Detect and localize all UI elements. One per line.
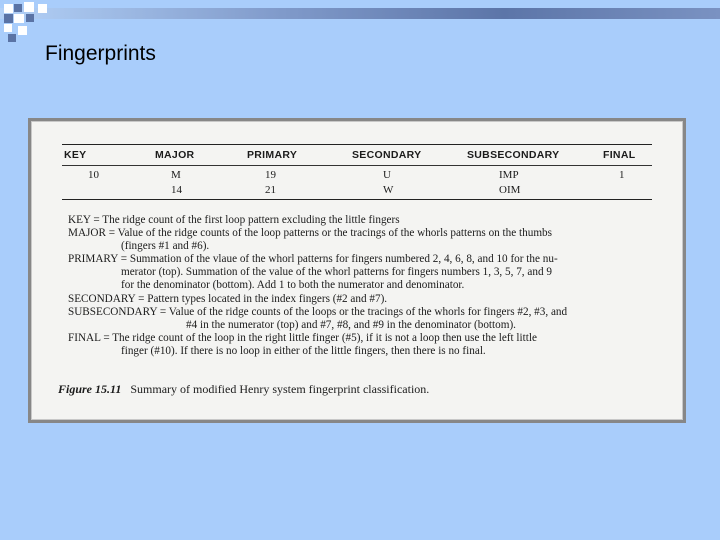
- definitions-list: [68, 214, 678, 358]
- cell-primary: 21: [265, 184, 276, 196]
- definition-major-cont: (fingers #1 and #6).: [121, 240, 210, 253]
- cell-secondary: U: [383, 169, 391, 181]
- cell-subsecondary: OIM: [499, 184, 521, 196]
- decor-square: [38, 4, 47, 13]
- header-primary: PRIMARY: [247, 149, 298, 161]
- definition-final-cont: finger (#10). If there is no loop in either of the little fingers, then there is no final.: [121, 344, 486, 357]
- definition-key: KEY = The ridge count of the first loop pattern excluding the little fingers: [68, 214, 400, 226]
- decor-square: [8, 34, 16, 42]
- decor-square: [4, 4, 13, 13]
- cell-subsecondary: IMP: [499, 169, 519, 181]
- header-final: FINAL: [603, 149, 636, 161]
- decor-square: [14, 4, 22, 12]
- table-header-row: [62, 145, 652, 166]
- cell-key: 10: [88, 169, 99, 181]
- title-bar-stripe: [0, 8, 720, 19]
- cell-major: M: [171, 169, 181, 181]
- table-row: [62, 181, 652, 199]
- header-secondary: SECONDARY: [352, 149, 422, 161]
- figure-page: [31, 121, 683, 420]
- decor-square: [26, 14, 34, 22]
- decor-square: [24, 2, 34, 12]
- definition-major: MAJOR = Value of the ridge counts of the loop patterns or the tracings of the whorls patterns on the thumbs: [68, 227, 552, 240]
- cell-final: 1: [619, 169, 625, 181]
- cell-secondary: W: [383, 184, 394, 196]
- decor-square: [4, 14, 13, 23]
- decor-square: [4, 24, 12, 32]
- definition-secondary: SECONDARY = Pattern types located in the index fingers (#2 and #7).: [68, 292, 388, 305]
- scanned-figure: [28, 118, 686, 423]
- slide-title: Fingerprints: [45, 42, 156, 65]
- definition-subsecondary: SUBSECONDARY = Value of the ridge counts of the loops or the tracings of the whorls for fingers #2, #3, and: [68, 305, 568, 318]
- table-row: [62, 166, 652, 181]
- header-subsecondary: SUBSECONDARY: [467, 149, 560, 161]
- figure-label: Figure 15.11: [58, 382, 122, 396]
- classification-table: [62, 144, 652, 200]
- decor-square: [18, 26, 27, 35]
- cell-major: 14: [171, 184, 182, 196]
- cell-primary: 19: [265, 169, 276, 181]
- figure-caption-text: Summary of modified Henry system fingerprint classification.: [130, 382, 430, 396]
- definition-final: FINAL = The ridge count of the loop in the right little finger (#5), if it is not a loop then use the left little: [68, 331, 537, 344]
- decor-square: [14, 14, 24, 23]
- definition-subsecondary-cont: #4 in the numerator (top) and #7, #8, and #9 in the denominator (bottom).: [186, 318, 516, 331]
- definition-primary-cont: merator (top). Summation of the value of the whorl patterns for fingers numbers 1, 3, 5, 7, and 9: [121, 266, 552, 279]
- definition-primary: PRIMARY = Summation of the vlaue of the whorl patterns for fingers numbered 2, 4, 6, 8, and 10 for the nu-: [68, 253, 558, 266]
- definition-primary-cont: for the denominator (bottom). Add 1 to both the numerator and denominator.: [121, 279, 465, 292]
- header-major: MAJOR: [155, 149, 195, 161]
- header-key: KEY: [64, 149, 87, 161]
- figure-caption: [58, 382, 429, 397]
